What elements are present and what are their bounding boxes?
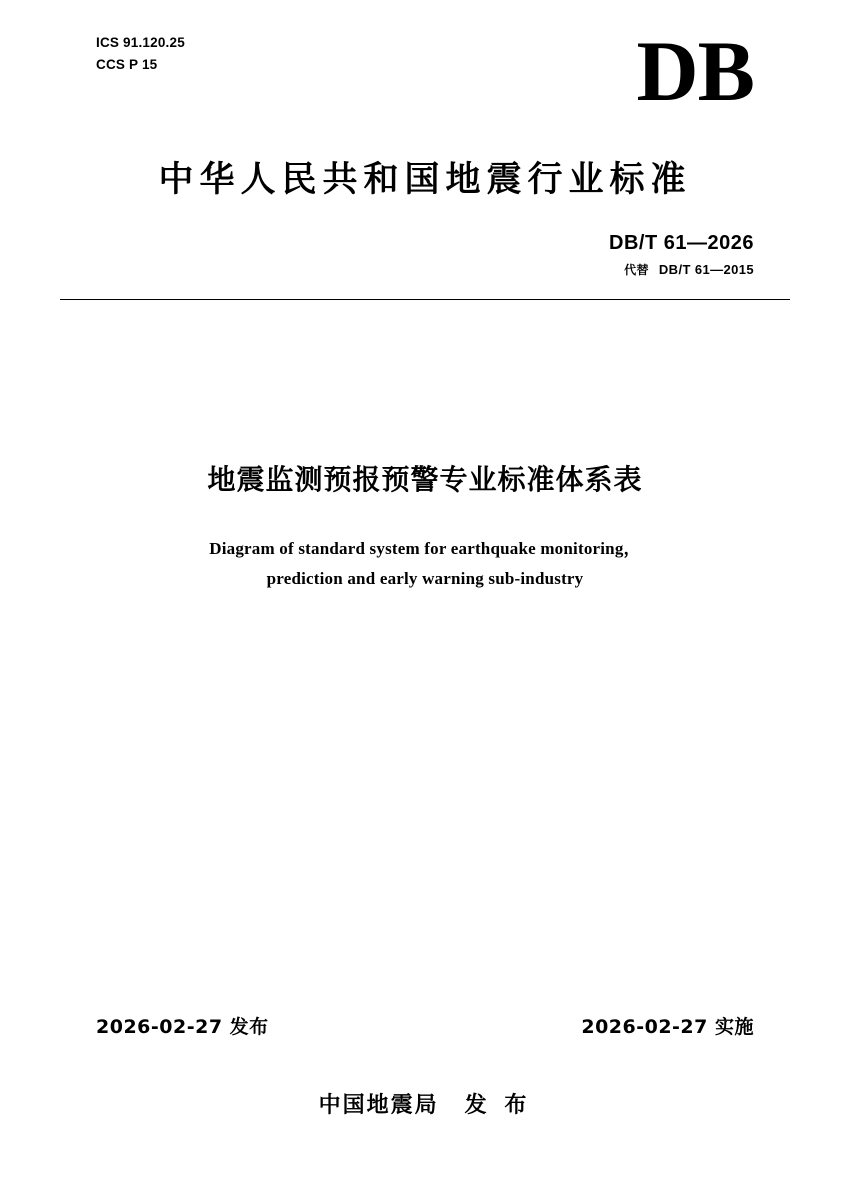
ics-code: ICS 91.120.25 [96, 35, 185, 50]
replaces-label: 代替 [624, 263, 649, 277]
effective-date: 2026-02-27 实施 [581, 1016, 754, 1038]
db-logo: DB [636, 23, 754, 119]
standard-authority-heading: 中华人民共和国地震行业标准 [158, 160, 692, 200]
issuer-block [0, 1088, 850, 1119]
standard-replaces [609, 261, 754, 278]
header-divider [60, 299, 790, 300]
standard-number-block [609, 232, 754, 278]
classification-codes [96, 32, 185, 76]
document-title-cn: 地震监测预报预警专业标准体系表 [207, 463, 643, 496]
issuer-action: 发 布 [464, 1093, 532, 1118]
replaces-number: DB/T 61—2015 [658, 262, 754, 277]
document-title-en-line2: prediction and early warning sub-industry [266, 569, 584, 588]
ccs-code: CCS P 15 [96, 57, 158, 72]
document-title-en [0, 534, 850, 594]
standard-number: DB/T 61—2026 [609, 232, 754, 254]
issuer-name: 中国地震局 [318, 1093, 439, 1118]
document-title-en-line1: Diagram of standard system for earthquake monitoring， [209, 539, 641, 558]
issue-date: 2026-02-27 发布 [96, 1016, 269, 1038]
